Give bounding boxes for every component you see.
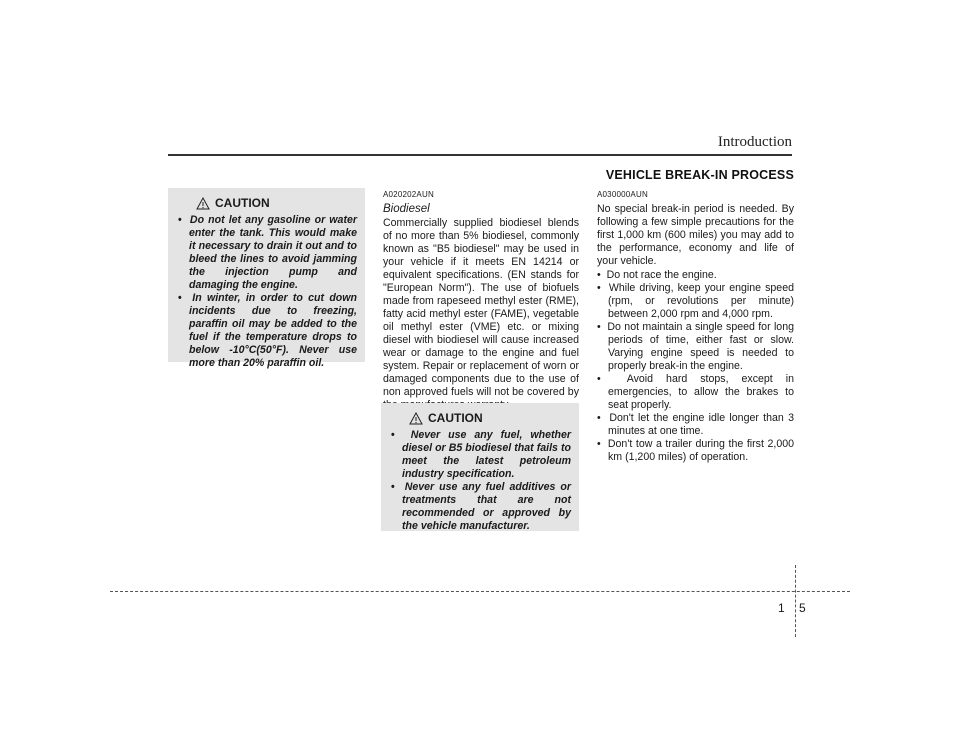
footer-divider bbox=[795, 565, 796, 637]
section-code: A030000AUN bbox=[597, 190, 648, 199]
warning-triangle-icon bbox=[196, 197, 210, 210]
header-rule bbox=[168, 154, 792, 156]
caution-item: • Never use any fuel, whether diesel or B5 biodiesel that fails to meet the latest petroleum industry specification. bbox=[391, 429, 571, 481]
break-in-section bbox=[597, 188, 794, 464]
list-item: • Don't let the engine idle longer than 3 minutes at one time. bbox=[597, 412, 794, 438]
caution-item: • In winter, in order to cut down incidents due to freezing, paraffin oil may be added to the fuel if the temperature drops to below -10°C(50°F). Never use more than 20% paraffin oil. bbox=[178, 292, 357, 370]
caution-item: • Never use any fuel additives or treatments that are not recommended or approved by the vehicle manufacturer. bbox=[391, 481, 571, 533]
biodiesel-section bbox=[383, 188, 579, 412]
caution-list bbox=[178, 214, 357, 370]
list-item: • Do not race the engine. bbox=[597, 269, 794, 282]
section-code: A020202AUN bbox=[383, 190, 434, 199]
list-item: • Avoid hard stops, except in emergencies, to allow the brakes to seat properly. bbox=[597, 373, 794, 412]
section-heading-break-in: VEHICLE BREAK-IN PROCESS bbox=[605, 168, 794, 182]
caution-box-left bbox=[168, 188, 365, 369]
break-in-intro: No special break-in period is needed. By following a few simple precautions for the first 1,000 km (600 miles) you may add to the performance, economy and life of your vehicle. bbox=[597, 203, 794, 267]
chapter-number: 1 bbox=[778, 601, 785, 615]
page-number: 5 bbox=[799, 601, 806, 615]
footer-rule bbox=[110, 591, 850, 592]
caution-list bbox=[391, 429, 571, 533]
break-in-list bbox=[597, 269, 794, 464]
list-item: • Don't tow a trailer during the first 2,000 km (1,200 miles) of operation. bbox=[597, 438, 794, 464]
caution-box-middle bbox=[381, 403, 579, 531]
biodiesel-body: Commercially supplied biodiesel blends of no more than 5% biodiesel, commonly known as "B5 biodiesel" may be used in your vehicle if it meets EN 14214 or equivalent specifications. (EN stands for "European Norm"). The use of biofuels made from rapeseed methyl ester (RME), fatty acid methyl ester (FAME), vegetable oil methyl ester (VME) etc. or mixing diesel with biodiesel will cause increased wear or damage to the engine and fuel system. Repair or replacement of worn or damaged components due to the use of non approved fuels will not be covered by bbox=[383, 217, 579, 398]
header-title: Introduction bbox=[717, 134, 792, 150]
biodiesel-title: Biodiesel bbox=[383, 203, 430, 215]
warning-triangle-icon bbox=[409, 412, 423, 425]
caution-title bbox=[196, 196, 357, 210]
caution-item: • Do not let any gasoline or water enter the tank. This would make it necessary to drain it out and to bleed the lines to avoid jamming the injection pump and damaging the engine. bbox=[178, 214, 357, 292]
caution-title bbox=[409, 411, 571, 425]
caution-title-text: CAUTION bbox=[428, 411, 483, 425]
list-item: • Do not maintain a single speed for long periods of time, either fast or slow. Varying engine speed is needed to properly break-in the engine. bbox=[597, 321, 794, 373]
caution-title-text: CAUTION bbox=[215, 196, 270, 210]
list-item: • While driving, keep your engine speed (rpm, or revolutions per minute) between 2,000 rpm and 4,000 rpm. bbox=[597, 282, 794, 321]
